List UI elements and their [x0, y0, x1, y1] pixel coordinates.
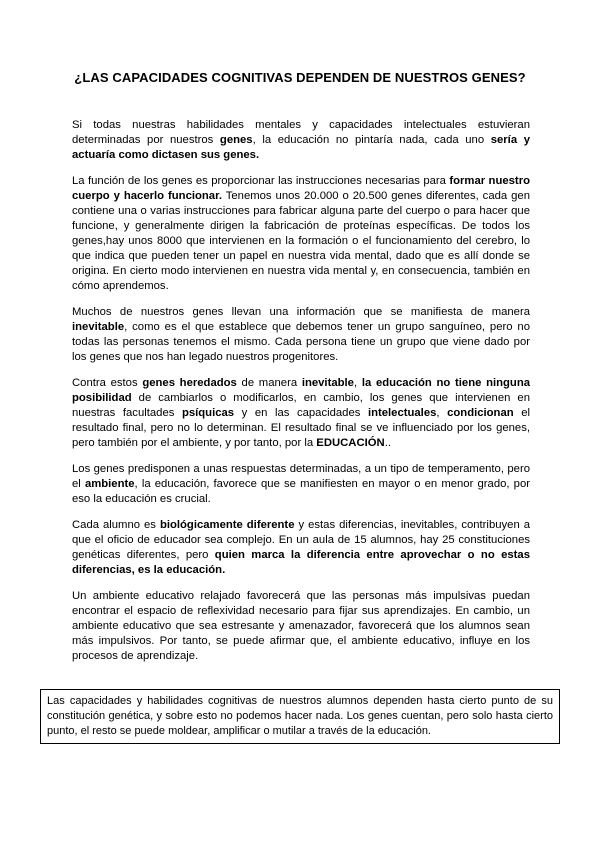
bold-run: condicionan	[447, 407, 514, 419]
text-run: de manera	[236, 377, 302, 389]
bold-run: inevitable	[301, 377, 354, 389]
paragraph-5	[72, 462, 530, 507]
bold-run: intelectuales	[367, 407, 437, 419]
text-run: el resultado final, pero no lo determinan. El resultado final se ve influenciado por los genes, pero también por el ambiente, y por tanto, por la	[72, 407, 530, 449]
text-run: Tenemos unos 20.000 o 20.500 genes diferentes, cada gen contiene una o varias instrucciones para fabricar alguna parte del cuerpo o para hacer que funcione, y generalmente dirigen la fabricación de proteínas específicas. De todos los genes,hay unos 8000 que intervienen en la formación o el funcionamiento del cerebro, lo que indica que pueden tener un papel en nuestra vida mental, dado que es allí donde se origina. En cierto modo intervienen en nuestra vida mental y, en consecuencia, también en cómo aprendemos.	[72, 190, 530, 292]
text-run: y en las capacidades	[234, 407, 368, 419]
text-run: Si todas nuestras habilidades mentales y capacidades intelectuales estuvieran determinadas por nuestros	[72, 119, 530, 146]
text-run: Muchos de nuestros genes llevan una información que se manifiesta de manera	[72, 306, 530, 318]
paragraph-3	[72, 305, 530, 365]
article-body	[72, 118, 530, 675]
text-run: Cada alumno es	[72, 519, 160, 531]
paragraph-2	[72, 174, 530, 294]
bold-run: EDUCACIÓN	[316, 437, 385, 449]
bold-run: inevitable	[72, 321, 125, 333]
paragraph-6	[72, 518, 530, 578]
paragraph-7	[72, 589, 530, 664]
text-run: Los genes predisponen a unas respuestas determinadas, a un tipo de temperamento, pero el	[72, 463, 530, 490]
bold-run: la educación no tiene ninguna posibilidad	[72, 377, 531, 404]
text-run: Un ambiente educativo relajado favorecerá que las personas más impulsivas puedan encontrar el espacio de reflexividad necesario para fijar sus aprendizajes. En cambio, un ambiente educativo que sea estresante y amenazador, favorecerá que los alumnos sean más impulsivos. Por tanto, se puede afirmar que, el ambiente educativo, influye en los procesos de aprendizaje.	[72, 590, 530, 662]
summary-box: Las capacidades y habilidades cognitivas de nuestros alumnos dependen hasta cierto punto de su constitución genética, y sobre esto no podemos hacer nada. Los genes cuentan, pero solo hasta cierto punto, el resto se puede moldear, amplificar o mutilar a través de la educación.	[40, 689, 560, 744]
text-run: Contra estos	[72, 377, 143, 389]
bold-run: ambiente	[84, 478, 135, 490]
bold-run: formar nuestro cuerpo y hacerlo funcionar.	[72, 175, 530, 202]
bold-run: psíquicas	[181, 407, 235, 419]
bold-run: quien marca la diferencia entre aprovechar o no estas diferencias, es la educación.	[72, 549, 530, 576]
text-run: y estas diferencias, inevitables, contribuyen a que el oficio de educador sea complejo. En un aula de 15 alumnos, hay 25 constituciones genéticas diferentes, pero	[72, 519, 530, 561]
text-run: , como es el que establece que debemos tener un grupo sanguíneo, pero no todas las personas tenemos el mismo. Cada persona tiene un grupo que viene dado por los genes que nos han legado nuestros progenitores.	[72, 321, 530, 363]
bold-run: genes	[219, 134, 253, 146]
bold-run: genes heredados	[142, 377, 237, 389]
text-run: , la educación, favorece que se manifiesten en mayor o en menor grado, por eso la educación es crucial.	[72, 478, 530, 505]
text-run: ,	[436, 407, 448, 419]
text-run: La función de los genes es proporcionar las instrucciones necesarias para	[72, 175, 450, 187]
text-run: ,	[353, 377, 362, 389]
text-run: ..	[384, 437, 391, 449]
paragraph-1	[72, 118, 530, 163]
text-run: , la educación no pintaría nada, cada uno	[252, 134, 491, 146]
bold-run: sería y actuaría como dictasen sus genes.	[72, 134, 530, 161]
page-title: ¿LAS CAPACIDADES COGNITIVAS DEPENDEN DE NUESTROS GENES?	[74, 70, 526, 85]
paragraph-4	[72, 376, 530, 451]
text-run: de cambiarlos o modificarlos, en cambio, los genes que intervienen en nuestras facultades	[72, 392, 530, 419]
bold-run: biológicamente diferente	[159, 519, 295, 531]
